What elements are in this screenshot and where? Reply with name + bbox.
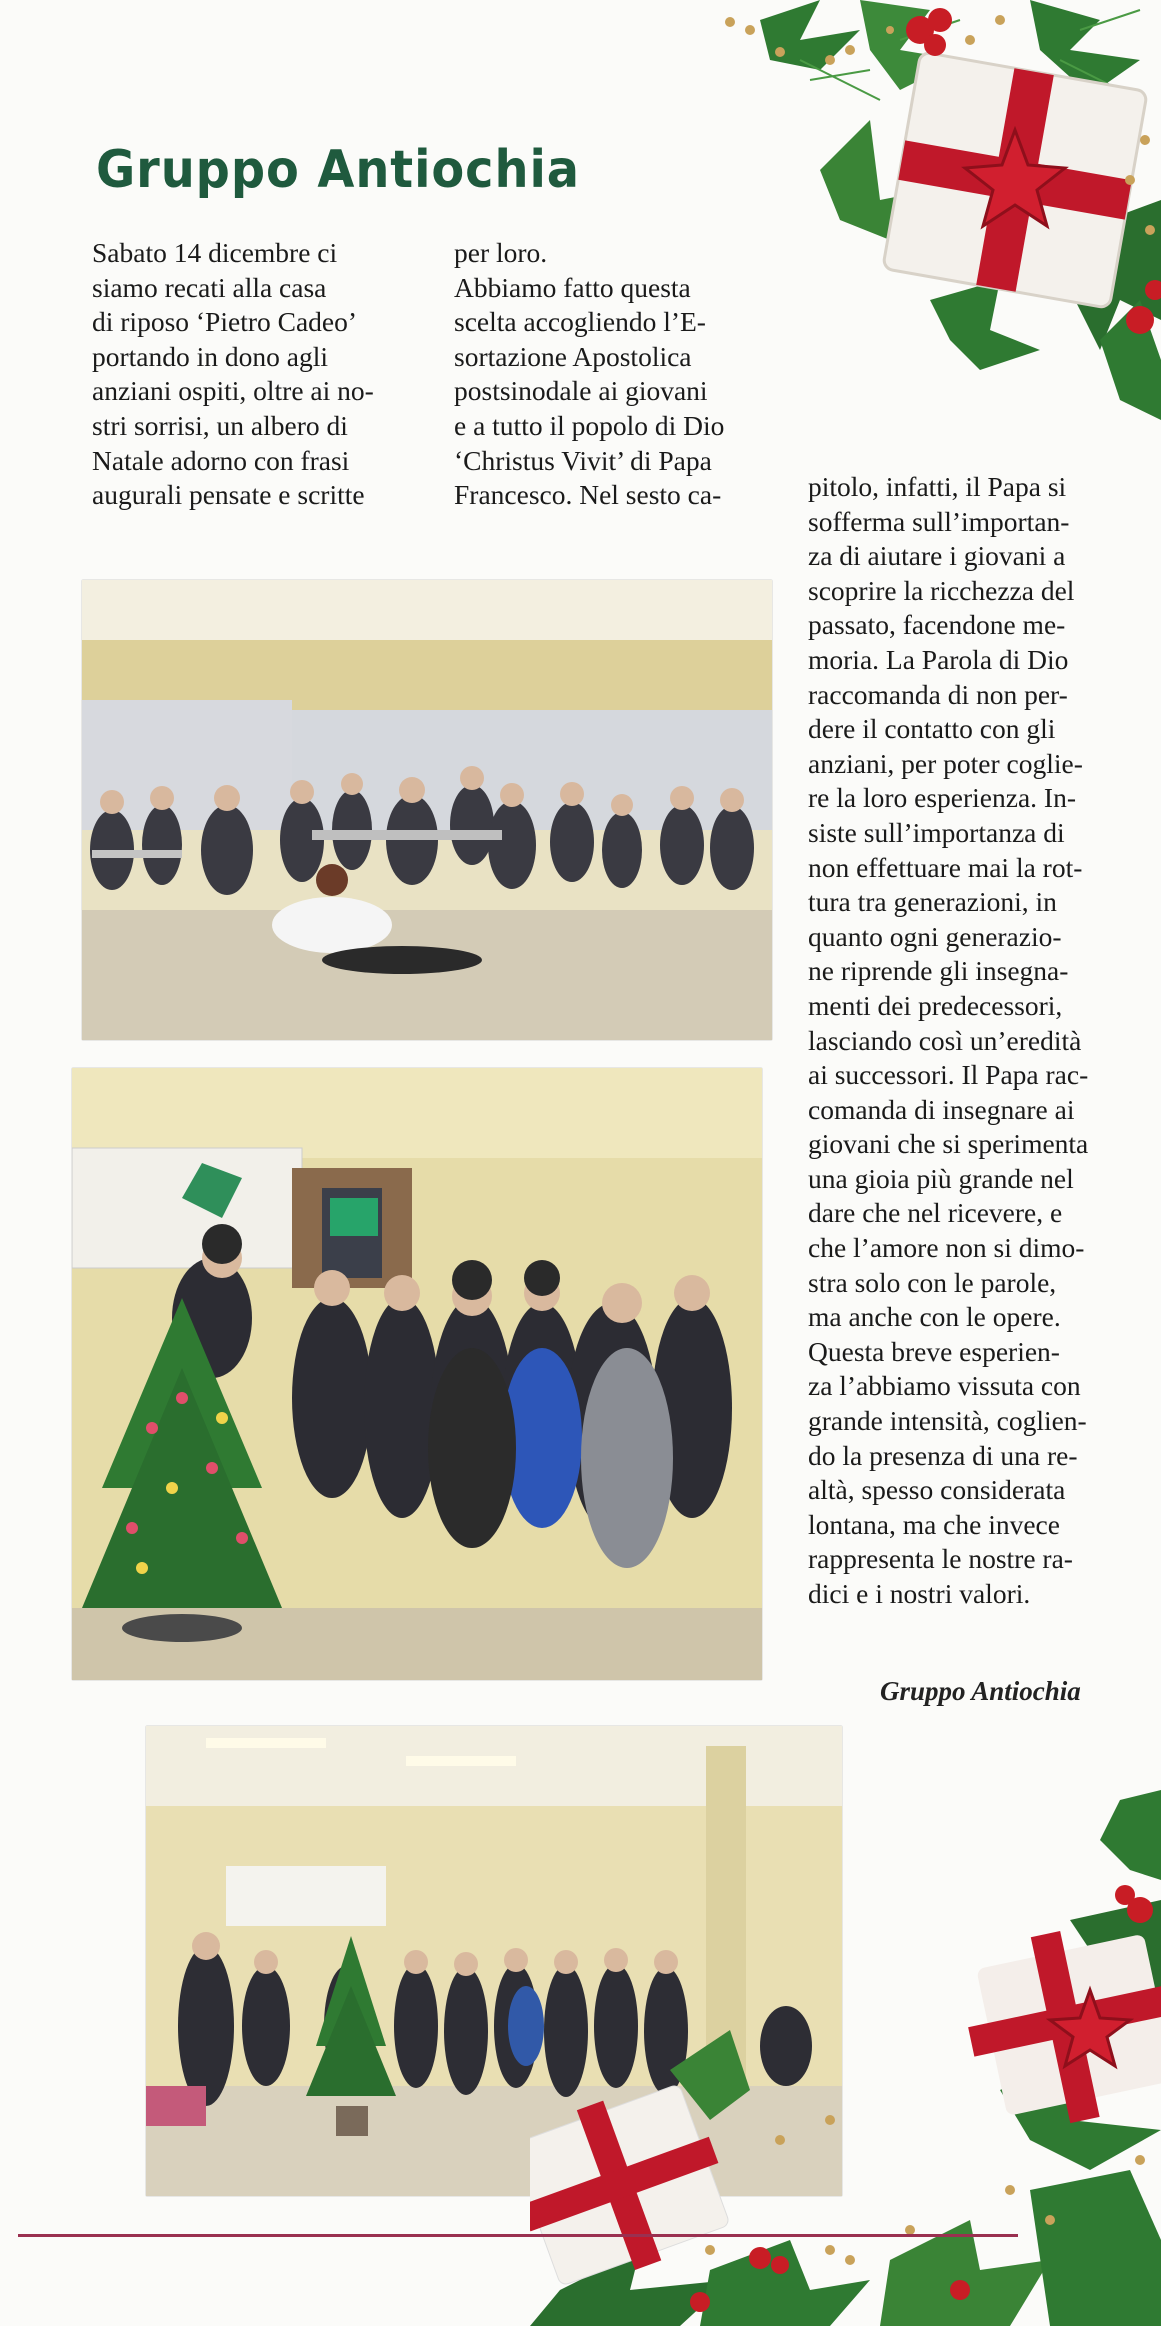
text-line: Questa breve esperien- [808, 1335, 1060, 1367]
text-line: sortazione Apostolica [454, 340, 692, 372]
text-line: siste sull’importanza di [808, 816, 1065, 848]
article-title: Gruppo Antiochia [96, 140, 580, 200]
text-line: di riposo ‘Pietro Cadeo’ [92, 306, 358, 338]
text-line: ai successori. Il Papa rac- [808, 1059, 1089, 1091]
text-line: altà, spesso considerata [808, 1474, 1066, 1506]
photo-children-christmas-tree [72, 1068, 762, 1680]
footer-divider [18, 2234, 1018, 2237]
text-line: stri sorrisi, un albero di [92, 409, 348, 441]
text-line: za di aiutare i giovani a [808, 540, 1066, 572]
text-line: tura tra generazioni, in [808, 886, 1057, 918]
text-line: che l’amore non si dimo- [808, 1232, 1085, 1264]
text-line: stra solo con le parole, [808, 1266, 1057, 1298]
text-line: lontana, ma che invece [808, 1508, 1060, 1540]
text-line: scelta accogliendo l’E- [454, 306, 706, 338]
text-line: quanto ogni generazio- [808, 920, 1062, 952]
text-line: dare che nel ricevere, e [808, 1197, 1063, 1229]
text-column-2 [454, 236, 794, 513]
text-line: anziani ospiti, oltre ai no- [92, 375, 374, 407]
text-line: scoprire la ricchezza del [808, 574, 1075, 606]
text-line: Francesco. Nel sesto ca- [454, 479, 722, 511]
text-line: za l’abbiamo vissuta con [808, 1370, 1081, 1402]
text-line: portando in dono agli [92, 340, 329, 372]
christmas-decoration-bottom [530, 1790, 1161, 2326]
text-line: ‘Christus Vivit’ di Papa [454, 444, 712, 476]
text-line: pitolo, infatti, il Papa si [808, 471, 1067, 502]
text-line: Sabato 14 dicembre ci [92, 237, 338, 268]
photo-elderly-residents [82, 580, 772, 1040]
text-line: anziani, per poter coglie- [808, 747, 1083, 779]
text-line: dici e i nostri valori. [808, 1578, 1031, 1609]
photo-image [82, 580, 772, 1040]
text-line: augurali pensate e scritte [92, 479, 365, 511]
text-line: una gioia più grande nel [808, 1162, 1074, 1194]
photo-image [72, 1068, 762, 1680]
text-line: grande intensità, coglien- [808, 1405, 1087, 1437]
text-line: comanda di insegnare ai [808, 1093, 1075, 1125]
text-line: giovani che si sperimenta [808, 1128, 1089, 1160]
text-line: passato, facendone me- [808, 609, 1066, 641]
text-column-1 [92, 236, 432, 513]
text-line: re la loro esperienza. In- [808, 782, 1076, 814]
text-line: do la presenza di una re- [808, 1439, 1078, 1471]
article-signature: Gruppo Antiochia [880, 1676, 1081, 1706]
text-line: per loro. [454, 237, 548, 268]
text-line: ne riprende gli insegna- [808, 955, 1069, 987]
text-column-3 [808, 470, 1138, 1612]
text-line: moria. La Parola di Dio [808, 643, 1069, 675]
text-line: rappresenta le nostre ra- [808, 1543, 1073, 1575]
text-line: lasciando così un’eredità [808, 1024, 1082, 1056]
text-line: Natale adorno con frasi [92, 444, 350, 476]
text-line: e a tutto il popolo di Dio [454, 409, 725, 441]
text-line: postsinodale ai giovani [454, 375, 708, 407]
text-line: non effettuare mai la rot- [808, 851, 1083, 883]
text-line: sofferma sull’importan- [808, 505, 1070, 537]
text-line: siamo recati alla casa [92, 271, 327, 303]
text-line: raccomanda di non per- [808, 678, 1068, 710]
text-line: dere il contatto con gli [808, 713, 1056, 745]
holly-gift-icon [530, 1790, 1161, 2326]
text-line: menti dei predecessori, [808, 989, 1063, 1021]
text-line: Abbiamo fatto questa [454, 271, 691, 303]
text-line: ma anche con le opere. [808, 1301, 1061, 1333]
